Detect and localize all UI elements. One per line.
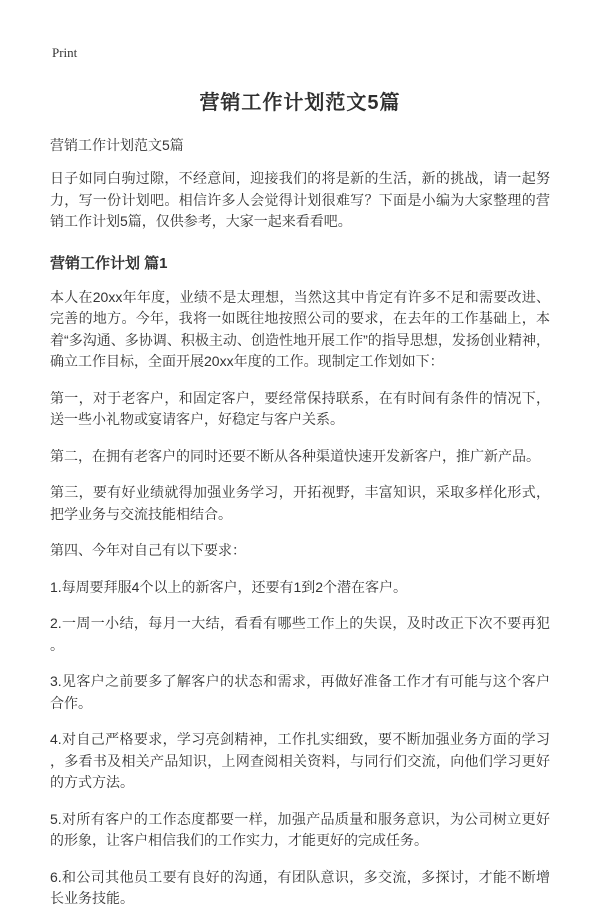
paragraph: 3.见客户之前要多了解客户的状态和需求，再做好准备工作才有可能与这个客户合作。 bbox=[50, 673, 550, 711]
paragraph: 6.和公司其他员工要有良好的沟通，有团队意识，多交流，多探讨，才能不断增长业务技能。 bbox=[50, 868, 550, 906]
paragraph: 4.对自己严格要求，学习亮剑精神，工作扎实细致，要不断加强业务方面的学习，多看书及相关产品知识，上网查阅相关资料，与同行们交流，向他们学习更好的方式方法。 bbox=[50, 731, 550, 790]
paragraph: 5.对所有客户的工作态度都要一样，加强产品质量和服务意识，为公司树立更好的形象，让客户相信我们的工作实力，才能更好的完成任务。 bbox=[50, 810, 550, 848]
intro-paragraph: 日子如同白驹过隙，不经意间，迎接我们的将是新的生活，新的挑战，请一起努力，写一份计划吧。相信许多人会觉得计划很难写？下面是小编为大家整理的营销工作计划5篇，仅供参考，大家一起来看看吧。 bbox=[50, 170, 550, 229]
article-body bbox=[50, 287, 550, 910]
paragraph: 第四、今年对自己有以下要求： bbox=[50, 542, 246, 558]
document-subtitle: 营销工作计划范文5篇 bbox=[50, 137, 184, 153]
paragraph: 本人在20xx年年度，业绩不是太理想，当然这其中肯定有许多不足和需要改进、完善的地方。今年，我将一如既往地按照公司的要求，在去年的工作基础上，本着“多沟通、多协调、积极主动、创造性地开展工作”的指导思想，发扬创业精神，确立工作目标，全面开展20xx年度的工作。现制定工作划如下： bbox=[50, 288, 550, 369]
section-heading: 营销工作计划 篇1 bbox=[50, 254, 168, 272]
paragraph: 第三，要有好业绩就得加强业务学习，开拓视野，丰富知识，采取多样化形式，把学业务与交流技能相结合。 bbox=[50, 484, 550, 522]
page-title: 营销工作计划范文5篇 bbox=[199, 92, 401, 114]
paragraph: 2.一周一小结，每月一大结，看看有哪些工作上的失误，及时改正下次不要再犯。 bbox=[50, 615, 550, 653]
print-link[interactable]: Print bbox=[52, 45, 78, 60]
paragraph: 第一，对于老客户，和固定客户，要经常保持联系，在有时间有条件的情况下，送一些小礼物或宴请客户，好稳定与客户关系。 bbox=[50, 389, 550, 427]
paragraph: 第二，在拥有老客户的同时还要不断从各种渠道快速开发新客户，推广新产品。 bbox=[50, 447, 540, 464]
paragraph: 1.每周要拜服4个以上的新客户，还要有1到2个潜在客户。 bbox=[50, 578, 408, 595]
